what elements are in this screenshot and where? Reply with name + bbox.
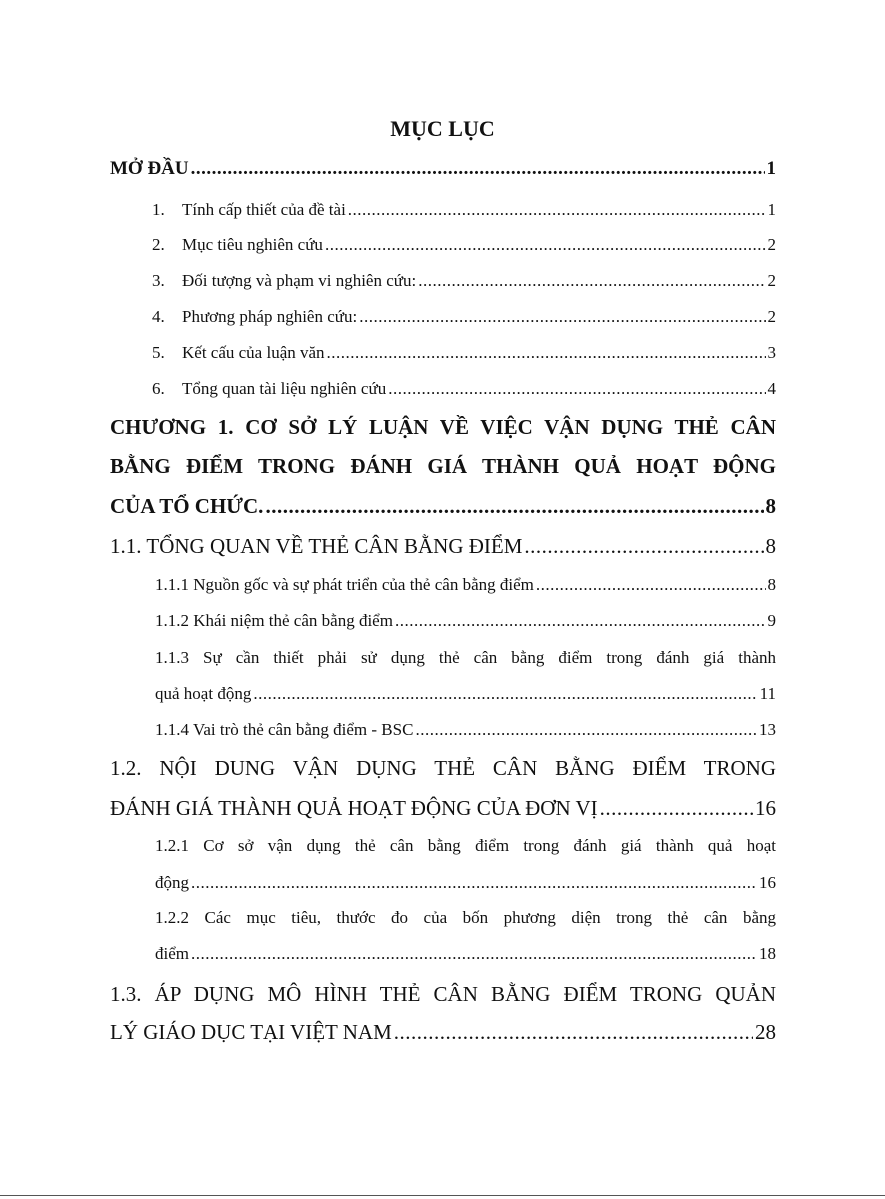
- page-number: 13: [759, 720, 776, 739]
- toc-entry-intro[interactable]: [110, 158, 776, 180]
- entry-number: 5.: [152, 343, 165, 362]
- page-number: 18: [759, 944, 776, 963]
- toc-entry-1-2-1-line-1[interactable]: 1.2.1 Cơ sở vận dụng thẻ cân bằng điểm trong đánh giá thành quả hoạt: [155, 836, 776, 855]
- toc-entry-1-2-2-line-2[interactable]: [155, 944, 776, 964]
- dot-leader: [395, 611, 766, 631]
- dot-leader: [388, 379, 765, 399]
- dot-leader: [191, 873, 757, 893]
- entry-text: 1.1. TỔNG QUAN VỀ THẺ CÂN BẰNG ĐIỂM: [110, 534, 523, 558]
- entry-number: 4.: [152, 307, 165, 326]
- dot-leader: [418, 271, 765, 291]
- page-number: 11: [759, 684, 776, 703]
- toc-entry-intro-2[interactable]: [152, 235, 776, 255]
- toc-section-1-1[interactable]: [110, 534, 776, 559]
- dot-leader: [253, 684, 757, 704]
- toc-chapter-1-line-3[interactable]: [110, 494, 776, 519]
- entry-text: Đối tượng và phạm vi nghiên cứu:: [182, 271, 417, 290]
- dot-leader: [536, 575, 766, 595]
- toc-entry-1-1-3-line-2[interactable]: [155, 684, 776, 704]
- toc-entry-1-1-2[interactable]: [155, 611, 776, 631]
- dot-leader: [191, 944, 757, 964]
- entry-text: 1.1.1 Nguồn gốc và sự phát triển của thẻ cân bằng điểm: [155, 575, 534, 594]
- entry-number: 1.: [152, 200, 165, 219]
- entry-text: ĐÁNH GIÁ THÀNH QUẢ HOẠT ĐỘNG CỦA ĐƠN VỊ: [110, 796, 598, 820]
- page-number: 2: [767, 307, 776, 326]
- toc-entry-1-1-4[interactable]: [155, 720, 776, 740]
- toc-chapter-1-line-1[interactable]: CHƯƠNG 1. CƠ SỞ LÝ LUẬN VỀ VIỆC VẬN DỤNG THẺ CÂN: [110, 415, 776, 439]
- toc-chapter-1-line-2[interactable]: BẰNG ĐIỂM TRONG ĐÁNH GIÁ THÀNH QUẢ HOẠT ĐỘNG: [110, 454, 776, 478]
- toc-section-1-3-line-2[interactable]: [110, 1020, 776, 1045]
- toc-title: MỤC LỤC: [390, 116, 495, 141]
- entry-text: Tính cấp thiết của đề tài: [182, 200, 346, 219]
- dot-leader: [191, 158, 765, 180]
- page-bottom-edge: [0, 1195, 885, 1196]
- dot-leader: [394, 1020, 753, 1045]
- toc-entry-intro-5[interactable]: [152, 343, 776, 363]
- dot-leader: [524, 534, 763, 559]
- entry-text: Mục tiêu nghiên cứu: [182, 235, 323, 254]
- page-number: 1: [767, 200, 776, 219]
- page-number: 3: [767, 343, 776, 362]
- page-number: 16: [755, 796, 776, 820]
- page-number: 16: [759, 873, 776, 892]
- toc-section-1-2-line-2[interactable]: [110, 796, 776, 821]
- toc-entry-intro-6[interactable]: [152, 379, 776, 399]
- dot-leader: [325, 235, 766, 255]
- dot-leader: [265, 494, 763, 519]
- entry-number: 6.: [152, 379, 165, 398]
- page-number: 8: [765, 494, 776, 518]
- page-number: 2: [767, 271, 776, 290]
- toc-entry-1-2-2-line-1[interactable]: 1.2.2 Các mục tiêu, thước đo của bốn phương diện trong thẻ cân bằng: [155, 908, 776, 927]
- entry-text: động: [155, 873, 189, 892]
- dot-leader: [327, 343, 766, 363]
- toc-entry-1-1-1[interactable]: [155, 575, 776, 595]
- toc-entry-1-2-1-line-2[interactable]: [155, 873, 776, 893]
- entry-number: 3.: [152, 271, 165, 290]
- entry-text: Kết cấu của luận văn: [182, 343, 325, 362]
- toc-entry-1-1-3-line-1[interactable]: 1.1.3 Sự cần thiết phải sử dụng thẻ cân bằng điểm trong đánh giá thành: [155, 648, 776, 667]
- page-number: 1: [766, 158, 776, 179]
- page-number: 2: [767, 235, 776, 254]
- toc-section-1-2-line-1[interactable]: 1.2. NỘI DUNG VẬN DỤNG THẺ CÂN BẰNG ĐIỂM TRONG: [110, 756, 776, 780]
- page-number: 8: [767, 575, 776, 594]
- toc-entry-intro-3[interactable]: [152, 271, 776, 291]
- page-number: 9: [767, 611, 776, 630]
- page-number: 4: [767, 379, 776, 398]
- entry-text: 1.1.2 Khái niệm thẻ cân bằng điểm: [155, 611, 393, 630]
- entry-number: 2.: [152, 235, 165, 254]
- entry-text: MỞ ĐẦU: [110, 158, 189, 179]
- toc-entry-intro-4[interactable]: [152, 307, 776, 327]
- entry-text: điểm: [155, 944, 189, 963]
- entry-text: Tổng quan tài liệu nghiên cứu: [182, 379, 387, 398]
- dot-leader: [600, 796, 753, 821]
- entry-text: CỦA TỔ CHỨC.: [110, 494, 264, 518]
- entry-text: 1.1.4 Vai trò thẻ cân bằng điểm - BSC: [155, 720, 414, 739]
- dot-leader: [359, 307, 765, 327]
- page-number: 8: [765, 534, 776, 558]
- page-number: 28: [755, 1020, 776, 1044]
- entry-text: LÝ GIÁO DỤC TẠI VIỆT NAM: [110, 1020, 392, 1044]
- toc-section-1-3-line-1[interactable]: 1.3. ÁP DỤNG MÔ HÌNH THẺ CÂN BẰNG ĐIỂM TRONG QUẢN: [110, 982, 776, 1006]
- entry-text: quả hoạt động: [155, 684, 252, 703]
- toc-entry-intro-1[interactable]: [152, 200, 776, 220]
- dot-leader: [415, 720, 757, 740]
- entry-text: Phương pháp nghiên cứu:: [182, 307, 358, 326]
- dot-leader: [348, 200, 766, 220]
